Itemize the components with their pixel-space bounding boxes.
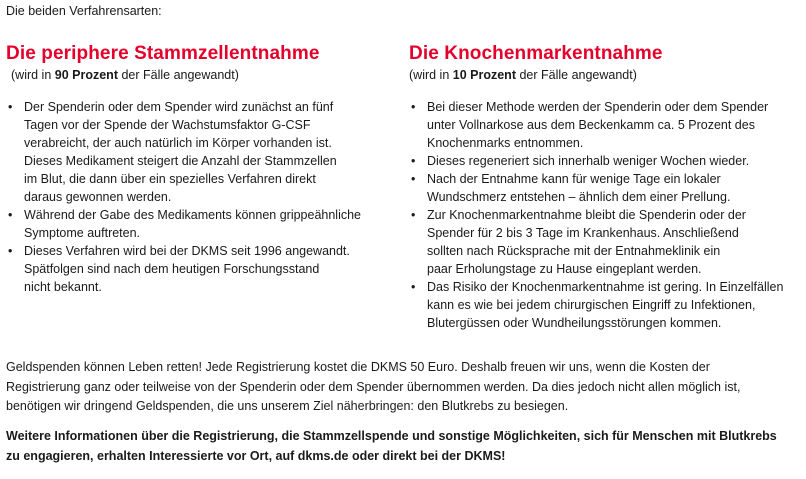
- list-item-line: kann es wie bei jedem chirurgischen Eingriff zu Infektionen,: [427, 298, 756, 312]
- list-item-line: Spender für 2 bis 3 Tage im Krankenhaus. Anschließend: [427, 226, 739, 240]
- subtitle-prefix: (wird in: [409, 68, 453, 82]
- peripheral-list: [6, 98, 398, 296]
- subtitle-suffix: der Fälle angewandt): [117, 68, 239, 82]
- list-item: [409, 152, 801, 170]
- list-item-line: Blutergüssen oder Wundheilungsstörungen kommen.: [427, 316, 722, 330]
- subtitle-prefix: (wird in: [11, 68, 55, 82]
- bullet-icon: •: [411, 208, 416, 222]
- bullet-icon: •: [411, 154, 416, 168]
- list-item: [409, 170, 801, 206]
- list-item-line: Dieses Verfahren wird bei der DKMS seit 1996 angewandt.: [24, 244, 350, 258]
- list-item-line: Spätfolgen sind nach dem heutigen Forschungsstand: [24, 262, 320, 276]
- bone-marrow-list: [409, 98, 801, 332]
- paragraph-line: Registrierung ganz oder teilweise von der Spenderin oder dem Spender übernommen werden. Da dies jedoch nicht allen möglich ist,: [6, 379, 741, 394]
- list-item-line: paar Erholungstage zu Hause eingeplant werden.: [427, 262, 702, 276]
- bullet-icon: •: [8, 244, 13, 258]
- subtitle-suffix: der Fälle angewandt): [515, 68, 637, 82]
- list-item-line: Symptome auftreten.: [24, 226, 141, 240]
- list-item-line: Tagen vor der Spende der Wachstumsfaktor G-CSF: [24, 118, 311, 132]
- more-info-paragraph: [6, 427, 802, 466]
- list-item: [6, 242, 398, 296]
- list-item: [6, 206, 398, 242]
- paragraph-line: Weitere Informationen über die Registrierung, die Stammzellspende und sonstige Möglichkeiten, sich für Menschen mit Blutkrebs: [6, 429, 777, 443]
- list-item-line: im Blut, die dann über ein spezielles Verfahren direkt: [24, 172, 316, 186]
- paragraph-line: benötigen wir dringend Geldspenden, die uns unserem Ziel näherbringen: den Blutkrebs zu besiegen.: [6, 399, 569, 413]
- subtitle-percentage: 90 Prozent: [54, 68, 118, 82]
- list-item-line: unter Vollnarkose aus dem Beckenkamm ca. 5 Prozent des: [427, 118, 755, 132]
- list-item-line: Dieses Medikament steigert die Anzahl der Stammzellen: [24, 154, 337, 168]
- list-item-line: Bei dieser Methode werden der Spenderin oder dem Spender: [427, 100, 769, 114]
- column-bone-marrow: [409, 42, 801, 332]
- list-item-line: Dieses regeneriert sich innerhalb weniger Wochen wieder.: [427, 154, 750, 168]
- list-item-line: Das Risiko der Knochenmarkentnahme ist gering. In Einzelfällen: [427, 280, 784, 294]
- list-item-line: sollten nach Rücksprache mit der Entnahmeklinik ein: [427, 244, 721, 258]
- list-item-line: verabreicht, der auch natürlich im Körper vorhanden ist.: [24, 136, 332, 150]
- column-peripheral: [6, 42, 398, 296]
- list-item: [409, 206, 801, 278]
- peripheral-subtitle: [6, 66, 398, 84]
- bullet-icon: •: [411, 280, 416, 294]
- list-item: [409, 278, 801, 332]
- list-item: [409, 98, 801, 152]
- list-item-line: nicht bekannt.: [24, 280, 102, 294]
- list-item-line: daraus gewonnen werden.: [24, 190, 172, 204]
- list-item-line: Zur Knochenmarkentnahme bleibt die Spenderin oder der: [427, 208, 746, 222]
- bone-marrow-title: Die Knochenmarkentnahme: [409, 43, 663, 64]
- subtitle-percentage: 10 Prozent: [452, 68, 516, 82]
- bullet-icon: •: [8, 208, 13, 222]
- paragraph-line: zu engagieren, erhalten Interessierte vor Ort, auf dkms.de oder direkt bei der DKMS!: [6, 448, 506, 463]
- intro-text: Die beiden Verfahrensarten:: [6, 4, 162, 18]
- bullet-icon: •: [411, 100, 416, 114]
- peripheral-title: Die periphere Stammzellentnahme: [6, 43, 320, 64]
- donation-paragraph: [6, 358, 802, 417]
- bullet-icon: •: [8, 100, 13, 114]
- list-item-line: Wundschmerz entstehen – ähnlich dem einer Prellung.: [427, 190, 731, 204]
- list-item-line: Nach der Entnahme kann für wenige Tage ein lokaler: [427, 172, 721, 186]
- bullet-icon: •: [411, 172, 416, 186]
- list-item-line: Knochenmarks entnommen.: [427, 136, 584, 150]
- paragraph-line: Geldspenden können Leben retten! Jede Registrierung kostet die DKMS 50 Euro. Deshalb freuen wir uns, wenn die Kosten der: [6, 360, 710, 374]
- list-item-line: Während der Gabe des Medikaments können grippeähnliche: [24, 208, 362, 222]
- list-item: [6, 98, 398, 206]
- list-item-line: Der Spenderin oder dem Spender wird zunächst an fünf: [24, 100, 334, 114]
- bone-marrow-subtitle: [409, 66, 801, 84]
